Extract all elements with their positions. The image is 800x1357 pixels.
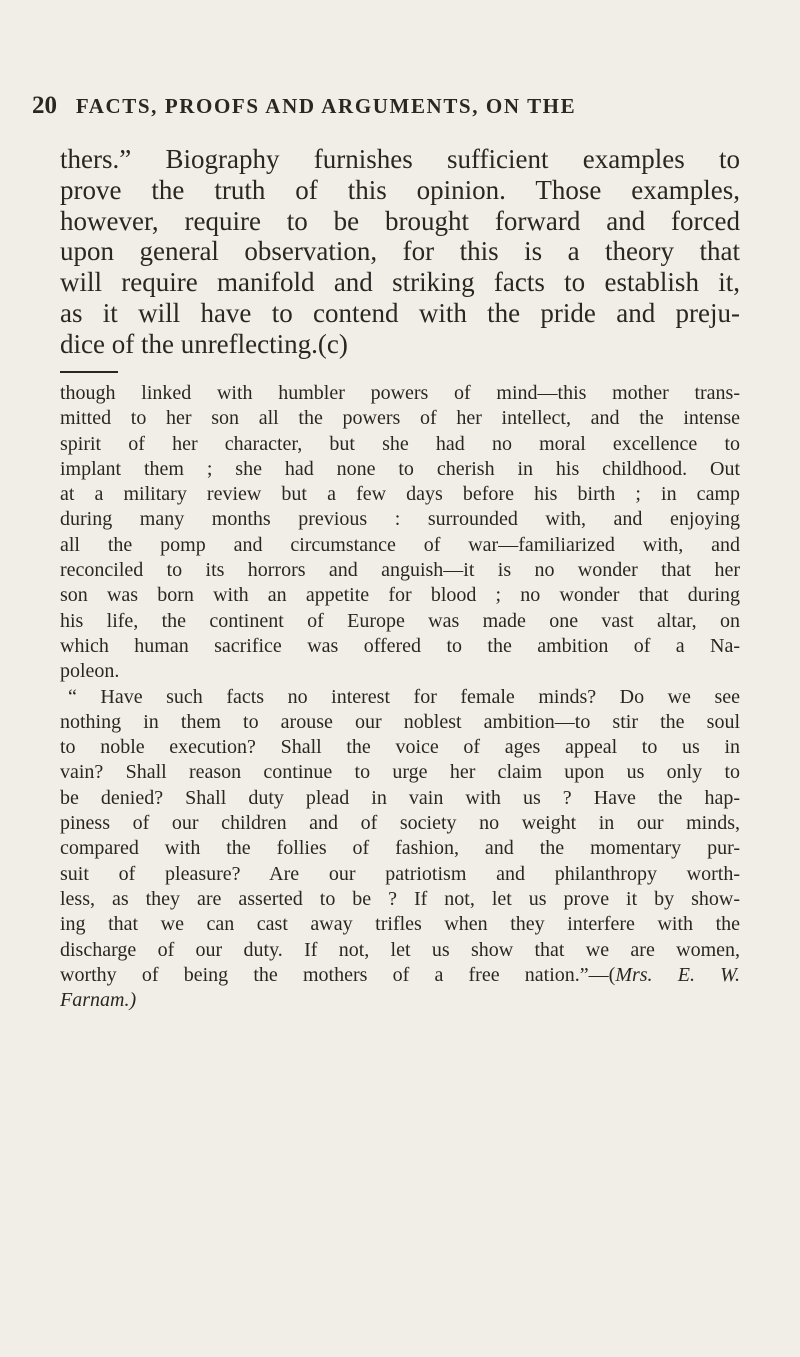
footnote-line: mitted to her son all the powers of her intellect, and the intense (60, 407, 740, 430)
footnote-line: less, as they are asserted to be ? If not, let us prove it by show- (60, 887, 740, 910)
footnote-line: to noble execution? Shall the voice of ages appeal to us in (60, 736, 740, 759)
footnote-line: ing that we can cast away trifles when they interfere with the (60, 913, 740, 936)
text-line: however, require to be brought forward and forced (60, 205, 740, 236)
footnote-line: compared with the follies of fashion, and the momentary pur- (60, 837, 740, 860)
text-line: will require manifold and striking facts to establish it, (60, 267, 740, 298)
footnote-line: which human sacrifice was offered to the ambition of a Na- (60, 634, 740, 657)
footnote-line: son was born with an appetite for blood ; no wonder that during (60, 584, 740, 607)
attribution-name: Mrs. E. W. (615, 963, 740, 986)
footnote-line: spirit of her character, but she had no moral excellence to (60, 432, 740, 455)
running-title: FACTS, PROOFS AND ARGUMENTS, ON THE (75, 94, 577, 118)
footnote-line: suit of pleasure? Are our patriotism and philanthropy worth- (60, 862, 740, 885)
text-line: thers.” Biography furnishes sufficient examples to (60, 144, 740, 174)
footnote-line: implant them ; she had none to cherish in his childhood. Out (60, 457, 740, 480)
footnote-line: his life, the continent of Europe was made one vast altar, on (60, 609, 740, 632)
text-line: upon general observation, for this is a theory that (60, 236, 740, 267)
footnote-text (60, 381, 740, 1013)
page-number: 20 (32, 92, 57, 119)
footnote-line: though linked with humbler powers of mind—this mother trans- (60, 382, 740, 404)
text-line: dice of the unreflecting.(c) (60, 328, 348, 359)
text-line: as it will have to contend with the pride and preju- (60, 297, 740, 328)
footnote-line: at a military review but a few days before his birth ; in camp (60, 483, 740, 506)
footnote-line: nothing in them to arouse our noblest ambition—to stir the soul (60, 710, 740, 733)
footnote-line: “ Have such facts no interest for female minds? Do we see (68, 685, 740, 708)
footnote-line: be denied? Shall duty plead in vain with us ? Have the hap- (60, 786, 740, 809)
running-header (32, 92, 732, 120)
footnote-divider (60, 371, 118, 373)
footnote-line: piness of our children and of society no weight in our minds, (60, 812, 740, 835)
footnote-line: poleon. (60, 660, 120, 683)
main-text (60, 144, 740, 360)
attribution-surname: Farnam.) (60, 989, 137, 1012)
footnote-line: discharge of our duty. If not, let us show that we are women, (60, 938, 740, 961)
footnote-line: reconciled to its horrors and anguish—it is no wonder that her (60, 559, 740, 582)
footnote-line: vain? Shall reason continue to urge her claim upon us only to (60, 761, 740, 784)
footnote-line: during many months previous : surrounded with, and enjoying (60, 508, 740, 531)
text-line: prove the truth of this opinion. Those examples, (60, 174, 740, 205)
footnote-line: all the pomp and circumstance of war—familiarized with, and (60, 533, 740, 556)
footnote-line (60, 963, 740, 988)
closing-quote-text: worthy of being the mothers of a free nation.”—( (60, 963, 616, 986)
